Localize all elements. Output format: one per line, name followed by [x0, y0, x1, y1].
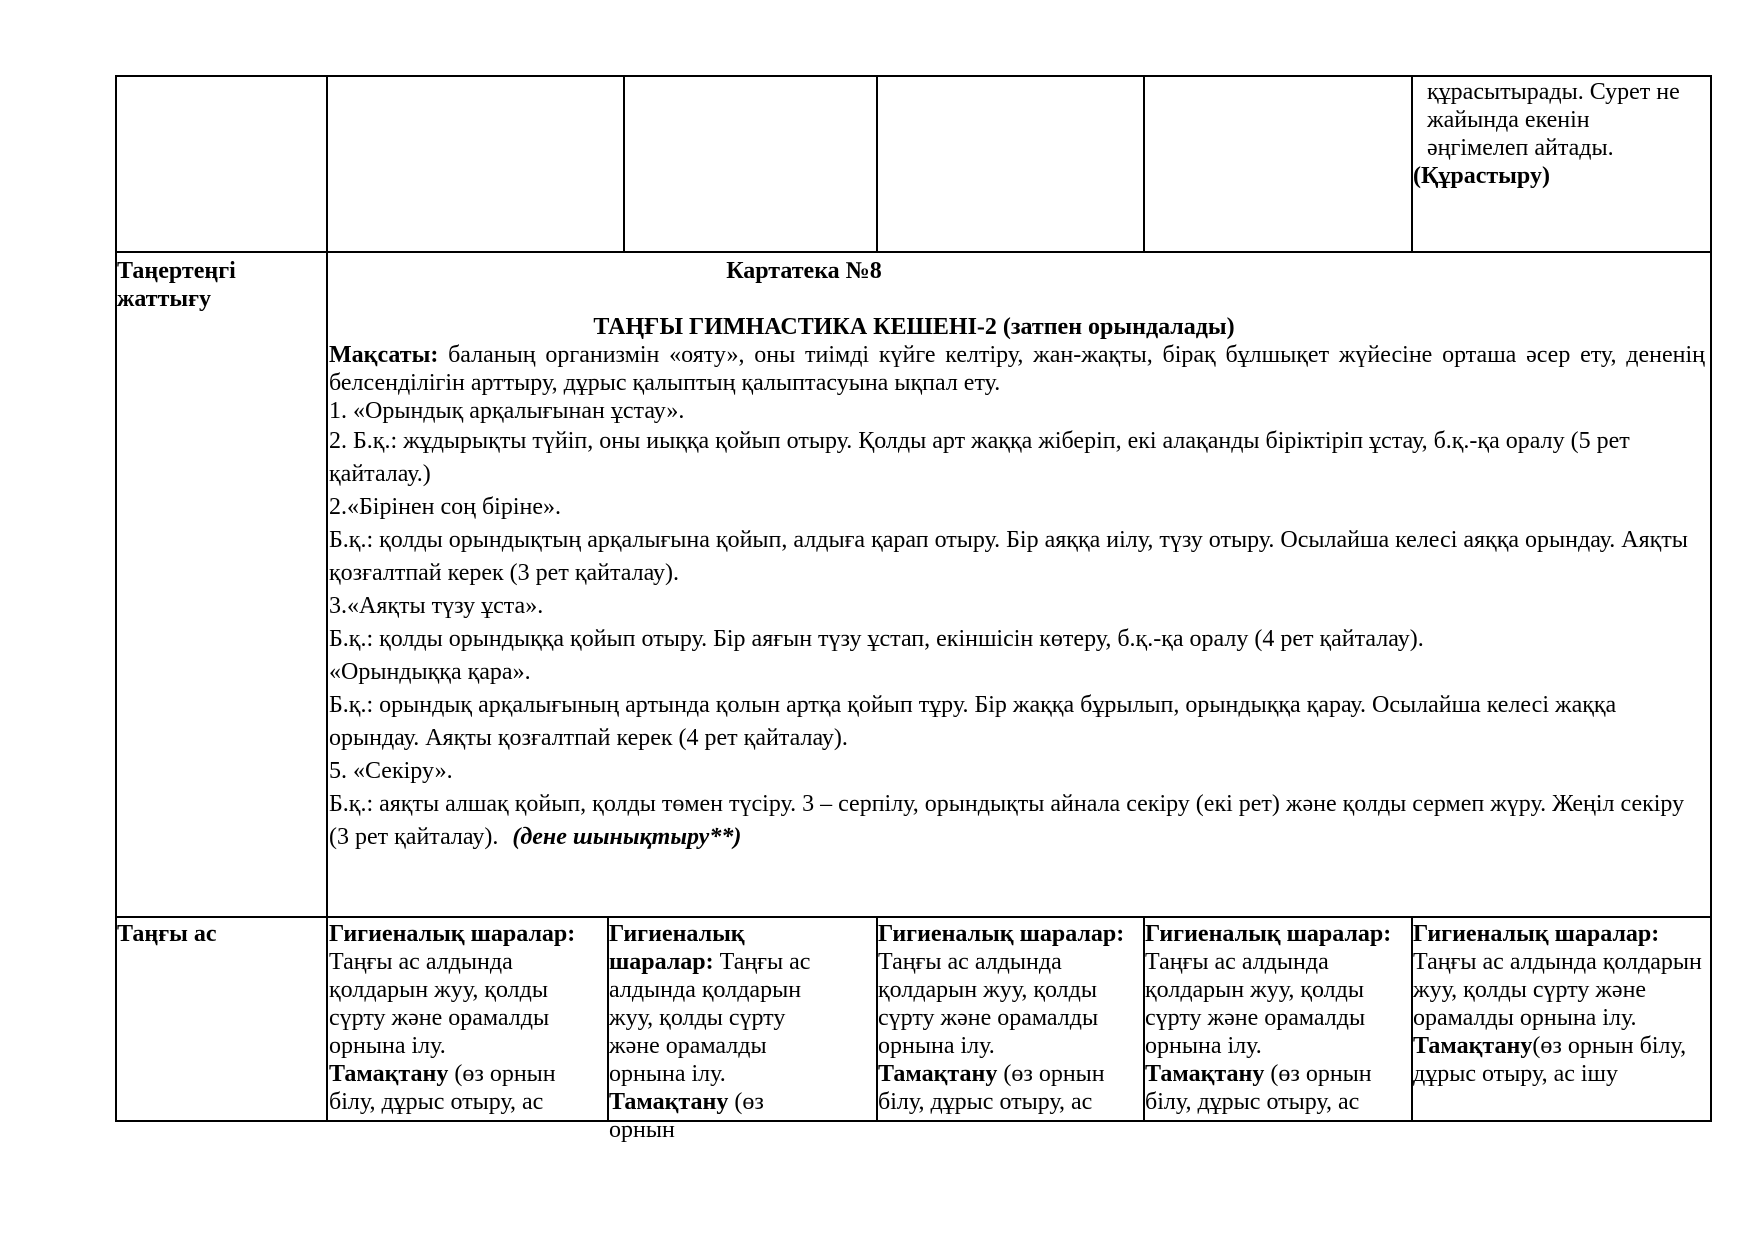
- hygiene-heading: Гигиеналық шаралар:: [1145, 921, 1392, 947]
- row1-divider-b: [876, 75, 878, 252]
- breakfast-col-1: [329, 920, 605, 1116]
- exercise-item-2: 2. Б.қ.: жұдырықты түйіп, оны иыққа қойып отыру. Қолды арт жаққа жіберіп, екі алақанды біріктіріп ұстау, б.қ.-қа оралу (5 рет қайталау.): [329, 428, 1630, 487]
- breakfast-col-3: [878, 920, 1141, 1116]
- eating-text: (өз орнын білу, дұрыс отыру, ас: [1145, 1061, 1372, 1115]
- hygiene-heading: Гигиеналық шаралар:: [329, 921, 576, 947]
- hygiene-heading: Гигиеналық шаралар:: [878, 921, 1125, 947]
- row1-divider-c: [1143, 75, 1145, 252]
- hygiene-text: Таңғы ас алдында қолдарын жуу, қолды сүрту және орамалды орнына ілу.: [329, 949, 550, 1059]
- eating-label: Тамақтану: [1413, 1033, 1533, 1059]
- hygiene-text: Таңғы ас алдында қолдарын жуу, қолды сүрту және орамалды орнына ілу.: [878, 949, 1099, 1059]
- exercise-item-1: 1. «Орындық арқалығынан ұстау».: [329, 398, 685, 424]
- goal-paragraph: [329, 341, 1705, 397]
- row1-col6-line-1: құрасытырады. Сурет не: [1427, 79, 1680, 105]
- column-divider-label: [326, 75, 328, 1122]
- exercise-item-7: «Орындыққа қара».: [329, 659, 531, 685]
- exercise-item-9: 5. «Секіру».: [329, 758, 453, 784]
- row1-col6-line-2: жайында екенін: [1427, 107, 1590, 133]
- eating-label: Тамақтану: [609, 1089, 729, 1115]
- row1-col6-cell: [1413, 78, 1708, 190]
- table-border-left: [115, 75, 117, 1122]
- goal-text: баланың организмін «ояту», оны тиімді күйге келтіру, жан-жақты, бірақ бұлшықет жүйесіне орташа әсер ету, дененің белсенділігін арттыру, дұрыс қалыптың қалыптасуына ықпал ету.: [329, 342, 1705, 396]
- breakfast-label: Таңғы ас: [117, 921, 217, 947]
- exercise-item-3: 2.«Бірінен соң біріне».: [329, 494, 561, 520]
- breakfast-col-4: [1145, 920, 1409, 1116]
- complex-title: ТАҢҒЫ ГИМНАСТИКА КЕШЕНІ-2 (затпен орындалады): [593, 314, 1235, 340]
- exercise-item-5: 3.«Аяқты түзу ұста».: [329, 593, 544, 619]
- hygiene-heading: Гигиеналық шаралар:: [609, 921, 745, 975]
- row1-divider-a: [623, 75, 625, 252]
- morning-exercise-label: Таңертеңгі жаттығу: [117, 258, 236, 312]
- table-border-bottom: [115, 1120, 1712, 1122]
- exercise-item-10-text: Б.қ.: аяқты алшақ қойып, қолды төмен түсіру. 3 – серпілу, орындықты айнала секіру (екі рет) және қолды сермеп жүру. Жеңіл секіру (3 рет қайталау).: [329, 791, 1685, 850]
- eating-label: Тамақтану: [1145, 1061, 1265, 1087]
- exercise-item-6: Б.қ.: қолды орындыққа қойып отыру. Бір аяғын түзу ұстап, екіншісін көтеру, б.қ.-қа оралу (4 рет қайталау).: [329, 626, 1424, 652]
- eating-text: (өз орнын білу, дұрыс отыру, ас: [329, 1061, 556, 1115]
- exercise-item-8: Б.қ.: орындық арқалығының артында қолын артқа қойып тұру. Бір жаққа бұрылып, орындыққа қарау. Осылайша келесі жаққа орындау. Аяқты қозғалтпай керек (4 рет қайталау).: [329, 692, 1617, 751]
- eating-text: (өз орнын білу, дұрыс отыру, ас ішу: [1413, 1033, 1687, 1087]
- eating-text: (өз орнын: [609, 1089, 764, 1143]
- eating-text: (өз орнын білу, дұрыс отыру, ас: [878, 1061, 1105, 1115]
- row1-col6-bold: (Құрастыру): [1413, 163, 1550, 189]
- hygiene-text: Таңғы ас алдында қолдарын жуу, қолды сүрту және орамалды орнына ілу.: [1145, 949, 1366, 1059]
- breakfast-col-5: [1413, 920, 1705, 1088]
- goal-label: Мақсаты:: [329, 342, 439, 368]
- row1-col6-line-3: әңгімелеп айтады.: [1427, 135, 1614, 161]
- row-divider-2: [115, 916, 1712, 918]
- kartateka-title: Картатека №8: [726, 258, 882, 284]
- hygiene-heading: Гигиеналық шаралар:: [1413, 921, 1660, 947]
- exercise-item-10: [329, 788, 1705, 854]
- exercise-item-4: Б.қ.: қолды орындықтың арқалығына қойып, алдыға қарап отыру. Бір аяққа иілу, түзу отыру. Осылайша келесі аяққа орындау. Аяқты қозғалтпай керек (3 рет қайталау).: [329, 527, 1688, 586]
- table-border-top: [115, 75, 1712, 77]
- hygiene-text: Таңғы ас алдында қолдарын жуу, қолды сүрту және орамалды орнына ілу.: [1413, 949, 1702, 1031]
- eating-label: Тамақтану: [878, 1061, 998, 1087]
- hygiene-text: Таңғы ас алдында қолдарын жуу, қолды сүрту және орамалды орнына ілу.: [609, 949, 811, 1087]
- eating-label: Тамақтану: [329, 1061, 449, 1087]
- exercise-item-10-tag: (дене шынықтыру**): [512, 824, 742, 850]
- morning-exercise-content: [329, 257, 1705, 854]
- table-border-right: [1710, 75, 1712, 1122]
- row-divider-1: [115, 251, 1712, 253]
- breakfast-col-2: [609, 920, 819, 1144]
